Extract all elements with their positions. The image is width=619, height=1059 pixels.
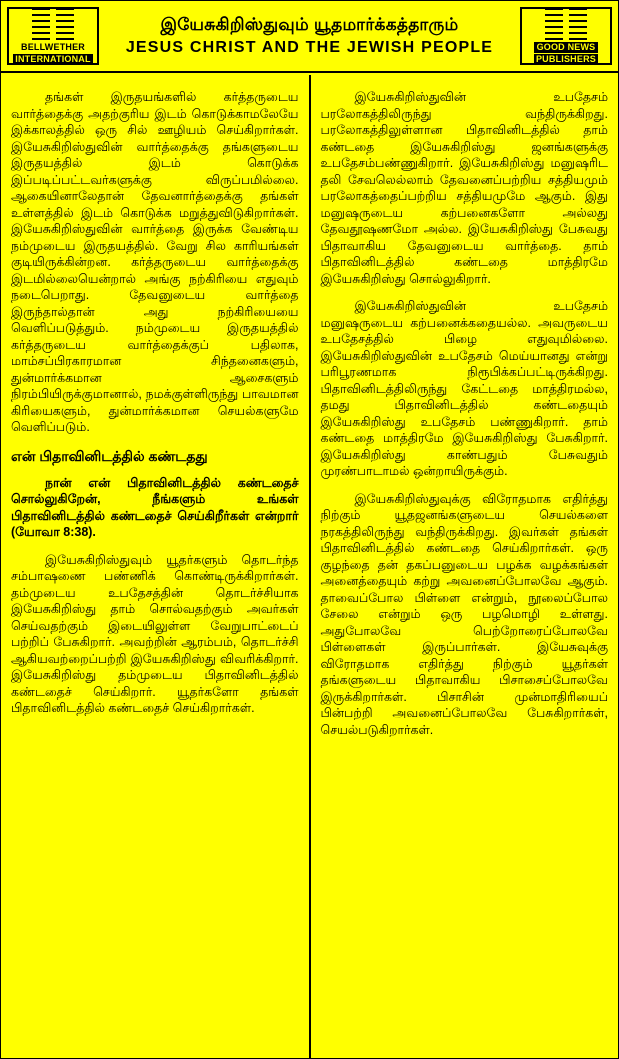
page-title [105, 1, 514, 71]
tower-icon [545, 8, 563, 42]
good-news-logo-line2: PUBLISHERS [535, 53, 596, 64]
bellwether-logo-line2: INTERNATIONAL [15, 53, 91, 64]
left-column [1, 75, 311, 1058]
page-header [1, 1, 618, 73]
paragraph: இயேசுகிறிஸ்துவும் யூதர்களும் தொடர்ந்த சம்பாஷணை பண்ணிக் கொண்டிருக்கிறார்கள். தம்முடைய உபதேசத்தின் தொடர்ச்சியாக இயேசுகிறிஸ்து தாம் சொல்வதற்கும் அவர்கள் செய்வதற்கும் இடையிலுள்ள வேறுபாட்டைப் பற்றிப் பேசுகிறார். அவற்றின் ஆரம்பம், தொடர்ச்சி ஆகியவற்றைப்பற்றி இயேசுகிறிஸ்து விவரிக்கிறார். இயேசுகிறிஸ்து தம்முடைய பிதாவினிடத்தில் கண்டதைச் செய்கிறார். யூதர்களோ தங்கள் பிதாவினிடத்தில் கண்டதைச் செய்கிறார்கள். [11, 552, 299, 715]
paragraph: இயேசுகிறிஸ்துவின் உபதேசம் மனுஷருடைய கற்பனைக்கதையல்ல. அவருடைய உபதேசத்தில் பிழை எதுவுமில்லை. இயேசுகிறிஸ்துவின் உபதேசம் மெய்யானது என்று பரிபூரணமாக நிரூபிக்கப்பட்டிருக்கிறது. பிதாவினிடத்திலிருந்து கேட்டதை மாத்திரமல்ல, தமது பிதாவினிடத்தில் கண்டதையும் இயேசுகிறிஸ்து உபதேசம் பண்ணுகிறார். தாம் கண்டதை மாத்திரமே இயேசுகிறிஸ்து பேசுகிறார். இயேசுகிறிஸ்து காண்பதும் பேசுவதும் முரண்பாடாமல் ஒன்றாயிருக்கும். [320, 299, 608, 478]
page-title-english: JESUS CHRIST AND THE JEWISH PEOPLE [125, 39, 494, 56]
tower-icon [569, 8, 587, 42]
tower-icon [32, 8, 50, 42]
good-news-publishers-logo [520, 7, 612, 65]
logo-mark-group [522, 8, 610, 42]
right-column [311, 75, 619, 1058]
page-body [1, 75, 618, 1058]
bellwether-logo-line1: BELLWETHER [21, 41, 85, 52]
bellwether-international-logo [7, 7, 99, 65]
paragraph: இயேசுகிறிஸ்துவின் உபதேசம் பரலோகத்திலிருந்து வந்திருக்கிறது. பரலோகத்திலுள்ளான பிதாவினிடத்தில் தாம் கண்டதை இயேசுகிறிஸ்து ஜனங்களுக்கு உபதேசம்பண்ணுகிறார். இயேசுகிறிஸ்து மனுஷரிட தலி சேவலெல்லாம் தேவனைப்பற்றிய சத்தியமும் பரலோகத்தைப்பற்றிய சத்தியமுமே ஆகும். இது மனுஷருடைய கற்பனைகளோ அல்லது தேவதூஷணமோ அல்ல. இயேசுகிறிஸ்து பேசுவது பிதாவாகிய தேவனுடைய வார்த்தை. தாம் பிதாவினிடத்தில் கண்டதை மாத்திரமே இயேசுகிறிஸ்து சொல்லுகிறார். [320, 90, 608, 286]
logo-mark-group [9, 8, 97, 42]
scripture-quote: நான் என் பிதாவினிடத்தில் கண்டதைச் சொல்லுகிறேன், நீங்களும் உங்கள் பிதாவினிடத்தில் கண்டதைச் செய்கிறீர்கள் என்றார் (யோவா 8:38). [11, 475, 299, 539]
section-subheading: என் பிதாவினிடத்தில் கண்டதது [11, 447, 208, 464]
good-news-logo-line1: GOOD NEWS [534, 42, 598, 53]
page-title-tamil: இயேசுகிறிஸ்துவும் யூதமார்க்கத்தாரும் [160, 15, 459, 34]
good-news-logo-text [534, 42, 598, 65]
tower-icon [56, 8, 74, 42]
bellwether-logo-text [13, 42, 92, 65]
paragraph: தங்கள் இருதயங்களில் கர்த்தருடைய வார்த்தைக்கு அதற்குரிய இடம் கொடுக்காமலேயே இக்காலத்தில் ஒரு சில் ஊழியம் செய்கிறார்கள். இயேசுகிறிஸ்துவின் வார்த்தைக்கு தங்களுடைய இருதயத்தில் இடம் கொடுக்க இப்படிப்பட்டவர்களுக்கு விருப்பமில்லை. ஆகையினாலேதான் தேவனார்த்தைக்கு தங்கள் உள்ளத்தில் இடம் கொடுக்க மறுத்துவிடுகிறார்கள். இயேசுகிறிஸ்துவின் வார்த்தை இருக்க வேண்டிய நம்முடைய இருதயத்தில். வேறு சில காரியங்கள் குடியிருக்கின்றன. கர்த்தருடைய வார்த்தைக்கு இடமில்லையென்றால் அங்கு நற்கிரியை எதுவும் நடைபெறாது. தேவனுடைய வார்த்தை இருந்தால்தான் அது நற்கிரியையை வெளிப்படுத்தும். நம்முடைய இருதயத்தில் கர்த்தருடைய வார்த்தைக்குப் பதிலாக, மாம்சப்பிரகாரமான சிந்தனைகளும், துன்மார்க்கமான ஆசைகளும் நிரம்பியிருக்குமானால், நமக்குள்ளிருந்து பாவமான கிரியைகளும், துன்மார்க்கமான செயல்களுமே வெளிப்படும். [11, 90, 299, 434]
paragraph: இயேசுகிறிஸ்துவுக்கு விரோதமாக எதிர்த்து நிற்கும் யூதஜனங்களுடைய செயல்களை நரகத்திலிருந்து வந்திருக்கிறது. இவர்கள் தங்கள் பிதாவினிடத்தில் கண்டதை செய்கிறார்கள். ஒரு குழந்தை தன் தகப்பனுடைய பழக்க வழக்கங்கள் அனைத்தையும் கற்று அவனைப்போலவே ஆகும். தாவைப்போல பிள்ளை என்றும், நூலைப்போல சேலை என்றும் ஒரு பழமொழி உள்ளது. அதுபோலவே பெற்றோரைப்போலவே பிள்ளைகள் இருப்பார்கள். இயேசுவுக்கு விரோதமாக எதிர்த்து நிற்கும் யூதர்கள் தங்களுடைய பிதாவாகிய பிசாசைப்போலவே இருக்கிறார்கள். பிசாசின் முன்மாதிரியைப் பின்பற்றி அவனைப்போலவே பேசுகிறார்கள், செயல்படுகிறார்கள். [320, 491, 608, 737]
